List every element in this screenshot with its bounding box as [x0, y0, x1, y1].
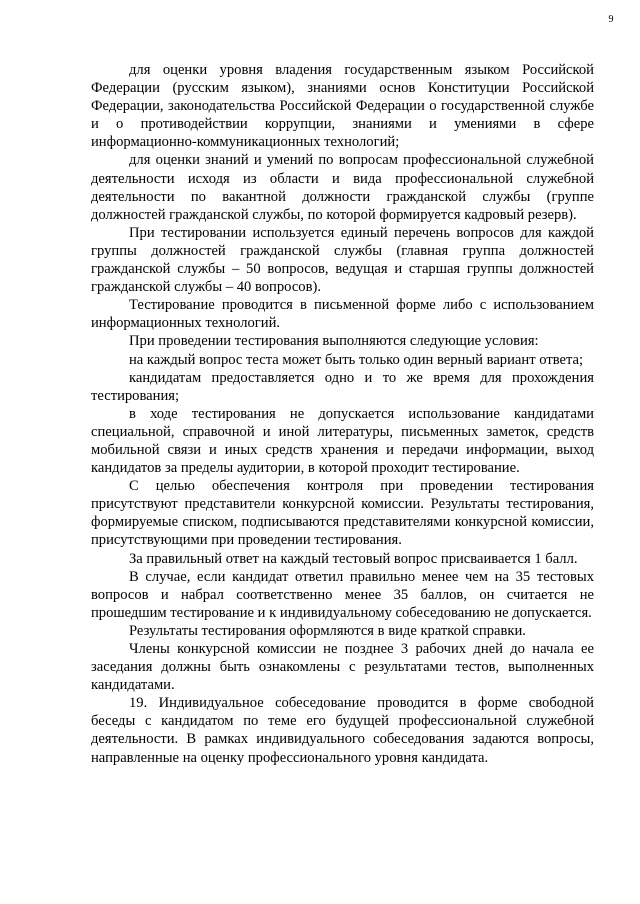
paragraph: При тестировании используется единый перечень вопросов для каждой группы должностей гражданской службы (главная группа должностей гражданской службы – 50 вопросов, ведущая и старшая группы должностей гражданской службы – 40 вопросов). [91, 224, 594, 296]
paragraph: В случае, если кандидат ответил правильно менее чем на 35 тестовых вопросов и набрал соответственно менее 35 баллов, он считается не прошедшим тестирование и к индивидуальному собеседованию не допускается. [91, 568, 594, 621]
paragraph: За правильный ответ на каждый тестовый вопрос присваивается 1 балл. [129, 550, 578, 567]
page-number: 9 [608, 14, 614, 25]
paragraph: Члены конкурсной комиссии не позднее 3 рабочих дней до начала ее заседания должны быть ознакомлены с результатами тестов, выполненных кандидатами. [91, 641, 594, 694]
paragraph: Тестирование проводится в письменной форме либо с использованием информационных технологий. [91, 297, 594, 332]
paragraph: 19. Индивидуальное собеседование проводится в форме свободной беседы с кандидатом по теме его будущей профессиональной служебной деятельности. В рамках индивидуального собеседования задаются вопросы, направленные на оценку профессионального уровня кандидата. [91, 695, 594, 766]
paragraph: При проведении тестирования выполняются следующие условия: [129, 333, 539, 350]
paragraph: для оценки уровня владения государственным языком Российской Федерации (русским языком), знаниями основ Конституции Российской Федерации, законодательства Российской Федерации о государственной службе и о противодействии коррупции, знаниями и умениями в сфере информационно-коммуникационных технологий; [91, 62, 594, 151]
paragraph: для оценки знаний и умений по вопросам профессиональной служебной деятельности исходя из области и вида профессиональной служебной деятельности по вакантной должности гражданской службы (группе должностей гражданской службы, по которой формируется кадровый резерв). [91, 152, 594, 223]
paragraph: кандидатам предоставляется одно и то же время для прохождения тестирования; [91, 369, 594, 404]
paragraph: С целью обеспечения контроля при проведении тестирования присутствуют представители конкурсной комиссии. Результаты тестирования, формируемые списком, подписываются представителями конкурсной комиссии, присутствующими при проведении тестирования. [91, 478, 594, 549]
document-body [91, 61, 594, 767]
paragraph: Результаты тестирования оформляются в виде краткой справки. [129, 622, 526, 639]
paragraph: в ходе тестирования не допускается использование кандидатами специальной, справочной и иной литературы, письменных заметок, средств мобильной связи и иных средств хранения и передачи информации, выход кандидатов за пределы аудитории, в которой проходит тестирование. [91, 405, 594, 477]
paragraph: на каждый вопрос теста может быть только один верный вариант ответа; [129, 351, 584, 368]
